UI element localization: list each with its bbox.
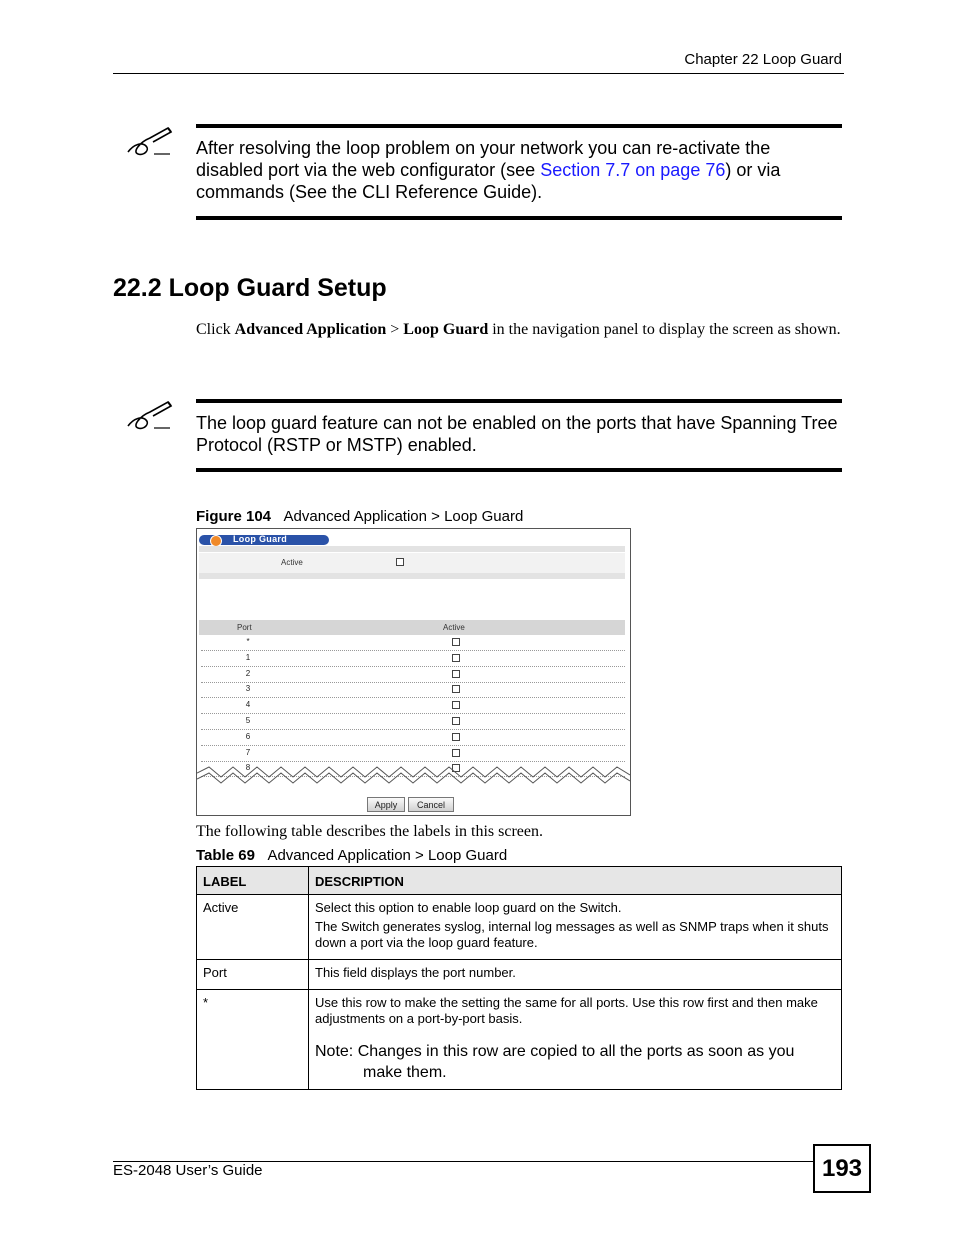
note-top-rule (196, 124, 842, 128)
port-label: 2 (245, 668, 251, 678)
row-desc: Select this option to enable loop guard on the Switch. (315, 900, 622, 915)
figure-caption (196, 508, 523, 525)
table-note-line1: Note: Changes in this row are copied to all the ports as soon as you (315, 1043, 795, 1060)
screen-title: Loop Guard (233, 534, 287, 544)
note-top-rule (196, 399, 842, 403)
note-text (196, 137, 842, 203)
table-row (197, 990, 842, 1090)
row-label: Active (203, 900, 239, 915)
port-label: 3 (245, 684, 251, 694)
intro-text-1: Click (196, 321, 235, 338)
row-desc-cell (309, 990, 842, 1090)
table-row (197, 960, 842, 990)
note-text: The loop guard feature can not be enabled on the ports that have Spanning Tree Protocol (RSTP or MSTP) enabled. (196, 413, 838, 455)
section-intro (196, 320, 842, 340)
col-active: Active (443, 623, 465, 632)
torn-edge (197, 765, 630, 787)
intro-text-3: in the navigation panel to display the screen as shown. (488, 321, 841, 338)
intro-text-2: > (386, 321, 404, 338)
port-active-checkbox[interactable] (452, 749, 460, 757)
row-divider (201, 697, 625, 698)
active-label: Active (281, 558, 303, 567)
row-desc: Use this row to make the setting the same for all ports. Use this row first and then make adjustments on a port-by-port basis. (315, 995, 818, 1026)
strip (199, 546, 625, 552)
note-pen-icon (124, 398, 174, 434)
description-table (196, 866, 842, 1090)
intro-bold-1: Advanced Application (234, 321, 387, 338)
col-label-text: LABEL (203, 874, 247, 889)
row-label-cell (197, 960, 309, 990)
col-label-header (197, 867, 309, 895)
table-note-line2: make them. (363, 1064, 447, 1081)
row-label-cell (197, 990, 309, 1090)
port-active-checkbox[interactable] (452, 717, 460, 725)
section-title: 22.2 Loop Guard Setup (113, 274, 387, 302)
row-label: Port (203, 965, 227, 980)
row-divider (201, 745, 625, 746)
row-desc: This field displays the port number. (315, 965, 516, 980)
port-label: 4 (245, 700, 251, 710)
col-description-header (309, 867, 842, 895)
chapter-header: Chapter 22 Loop Guard (684, 51, 842, 68)
screen-title-bar (199, 535, 625, 543)
port-active-checkbox[interactable] (452, 654, 460, 662)
table-row (197, 895, 842, 960)
table-note (315, 1041, 835, 1083)
page-number: 193 (813, 1144, 871, 1193)
row-desc-cell (309, 960, 842, 990)
active-checkbox[interactable] (396, 558, 404, 566)
col-port: Port (237, 623, 252, 632)
figure-caption-text: Advanced Application > Loop Guard (283, 508, 524, 525)
apply-button[interactable]: Apply (367, 797, 405, 812)
row-divider (201, 650, 625, 651)
guide-name: ES-2048 User’s Guide (113, 1162, 263, 1179)
strip (199, 573, 625, 579)
note-pen-icon (124, 124, 174, 160)
note-text-end: ) or via commands (See the CLI Reference Guide). (196, 160, 781, 202)
section-link[interactable]: Section 7.7 on page 76 (540, 160, 726, 180)
port-label: * (246, 637, 250, 646)
col-description-text: DESCRIPTION (315, 874, 404, 889)
row-divider (201, 682, 625, 683)
port-label: 5 (245, 716, 251, 725)
port-label: 8 (245, 763, 251, 773)
port-active-checkbox[interactable] (452, 701, 460, 709)
table-caption (196, 847, 507, 864)
row-desc: The Switch generates syslog, internal log messages as well as SNMP traps when it shuts down a port via the loop guard feature. (315, 919, 829, 950)
following-text: The following table describes the labels in this screen. (196, 823, 544, 840)
loop-guard-screenshot (196, 528, 631, 816)
table-label: Table 69 (196, 847, 255, 864)
table-caption-text: Advanced Application > Loop Guard (267, 847, 508, 864)
cancel-button[interactable]: Cancel (408, 797, 454, 812)
row-divider (201, 729, 625, 730)
port-label: 6 (245, 731, 251, 741)
table-header-row (197, 867, 842, 895)
row-desc-cell (309, 895, 842, 960)
row-label: * (203, 995, 209, 1010)
port-active-checkbox[interactable] (452, 733, 460, 741)
row-label-cell (197, 895, 309, 960)
note-bottom-rule (196, 468, 842, 472)
port-label: 7 (245, 747, 251, 757)
note-bottom-rule (196, 216, 842, 220)
header-rule (113, 73, 844, 74)
port-active-checkbox[interactable] (452, 638, 460, 646)
port-active-checkbox[interactable] (452, 670, 460, 678)
row-divider (201, 761, 625, 762)
row-divider (201, 666, 625, 667)
port-label: 1 (245, 652, 251, 662)
note-text-start: After resolving the loop problem on your network you can re-activate the disabled port via the web configurator (see (196, 138, 771, 180)
intro-bold-2: Loop Guard (403, 321, 489, 338)
figure-label: Figure 104 (196, 508, 272, 525)
row-divider (201, 713, 625, 714)
port-active-checkbox[interactable] (452, 685, 460, 693)
port-table-header (199, 620, 625, 635)
